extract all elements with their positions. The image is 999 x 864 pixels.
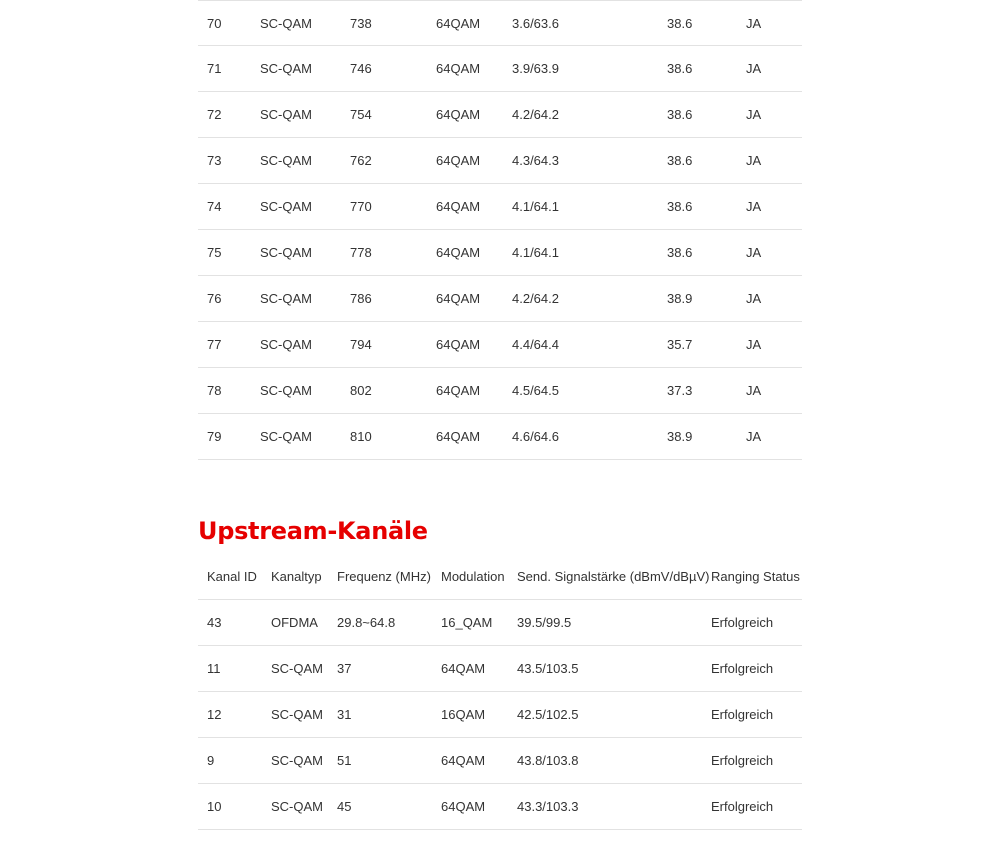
transmit-power-cell: 43.8/103.8	[517, 738, 711, 784]
modulation-cell: 64QAM	[436, 414, 512, 460]
downstream-table-row	[198, 322, 802, 368]
upstream-table-row	[198, 646, 802, 692]
channel-type-cell: SC-QAM	[260, 92, 350, 138]
downstream-table-row	[198, 414, 802, 460]
channel-type-cell: SC-QAM	[260, 46, 350, 92]
power-level-cell: 4.3/64.3	[512, 138, 667, 184]
downstream-table-row	[198, 276, 802, 322]
upstream-table-row	[198, 600, 802, 646]
upstream-column-header: Ranging Status	[711, 553, 802, 600]
channel-type-cell: OFDMA	[271, 600, 337, 646]
upstream-column-header: Kanal ID	[198, 553, 271, 600]
modulation-cell: 64QAM	[436, 46, 512, 92]
lock-status-cell: JA	[746, 138, 802, 184]
snr-cell: 38.6	[667, 92, 746, 138]
upstream-table-container	[198, 553, 802, 830]
lock-status-cell: JA	[746, 230, 802, 276]
channel-type-cell: SC-QAM	[271, 738, 337, 784]
channel-type-cell: SC-QAM	[260, 1, 350, 46]
snr-cell: 37.3	[667, 368, 746, 414]
power-level-cell: 4.6/64.6	[512, 414, 667, 460]
snr-cell: 38.6	[667, 138, 746, 184]
power-level-cell: 3.6/63.6	[512, 1, 667, 46]
ranging-status-cell: Erfolgreich	[711, 600, 802, 646]
channel-id-cell: 9	[198, 738, 271, 784]
frequency-cell: 786	[350, 276, 436, 322]
modulation-cell: 64QAM	[436, 230, 512, 276]
modulation-cell: 64QAM	[441, 738, 517, 784]
upstream-column-header: Kanaltyp	[271, 553, 337, 600]
modulation-cell: 16_QAM	[441, 600, 517, 646]
power-level-cell: 4.4/64.4	[512, 322, 667, 368]
channel-id-cell: 70	[198, 1, 260, 46]
frequency-cell: 770	[350, 184, 436, 230]
power-level-cell: 4.2/64.2	[512, 276, 667, 322]
downstream-table-container	[198, 0, 802, 460]
channel-type-cell: SC-QAM	[260, 368, 350, 414]
channel-type-cell: SC-QAM	[260, 322, 350, 368]
downstream-table-row	[198, 138, 802, 184]
frequency-cell: 794	[350, 322, 436, 368]
power-level-cell: 4.1/64.1	[512, 230, 667, 276]
channel-id-cell: 10	[198, 784, 271, 830]
snr-cell: 38.9	[667, 414, 746, 460]
ranging-status-cell: Erfolgreich	[711, 646, 802, 692]
channel-type-cell: SC-QAM	[260, 414, 350, 460]
lock-status-cell: JA	[746, 1, 802, 46]
frequency-cell: 51	[337, 738, 441, 784]
lock-status-cell: JA	[746, 368, 802, 414]
upstream-column-header: Send. Signalstärke (dBmV/dBµV)	[517, 553, 711, 600]
snr-cell: 38.6	[667, 184, 746, 230]
downstream-table-body	[198, 1, 802, 460]
channel-type-cell: SC-QAM	[260, 230, 350, 276]
downstream-table-row	[198, 1, 802, 46]
frequency-cell: 802	[350, 368, 436, 414]
modulation-cell: 64QAM	[441, 646, 517, 692]
upstream-table-row	[198, 784, 802, 830]
transmit-power-cell: 39.5/99.5	[517, 600, 711, 646]
modulation-cell: 64QAM	[436, 92, 512, 138]
channel-type-cell: SC-QAM	[271, 692, 337, 738]
upstream-table-row	[198, 692, 802, 738]
power-level-cell: 4.2/64.2	[512, 92, 667, 138]
frequency-cell: 738	[350, 1, 436, 46]
channel-type-cell: SC-QAM	[260, 138, 350, 184]
modulation-cell: 64QAM	[436, 368, 512, 414]
power-level-cell: 4.5/64.5	[512, 368, 667, 414]
snr-cell: 38.6	[667, 230, 746, 276]
modulation-cell: 64QAM	[441, 784, 517, 830]
power-level-cell: 4.1/64.1	[512, 184, 667, 230]
ranging-status-cell: Erfolgreich	[711, 784, 802, 830]
upstream-column-header: Modulation	[441, 553, 517, 600]
upstream-column-header: Frequenz (MHz)	[337, 553, 441, 600]
downstream-table-row	[198, 368, 802, 414]
modulation-cell: 64QAM	[436, 138, 512, 184]
downstream-table-row	[198, 46, 802, 92]
frequency-cell: 778	[350, 230, 436, 276]
frequency-cell: 746	[350, 46, 436, 92]
channel-type-cell: SC-QAM	[271, 646, 337, 692]
snr-cell: 38.6	[667, 1, 746, 46]
lock-status-cell: JA	[746, 184, 802, 230]
upstream-table	[198, 553, 802, 830]
ranging-status-cell: Erfolgreich	[711, 692, 802, 738]
frequency-cell: 754	[350, 92, 436, 138]
modulation-cell: 64QAM	[436, 184, 512, 230]
channel-id-cell: 74	[198, 184, 260, 230]
modulation-cell: 64QAM	[436, 322, 512, 368]
downstream-table	[198, 0, 802, 460]
frequency-cell: 31	[337, 692, 441, 738]
snr-cell: 35.7	[667, 322, 746, 368]
channel-type-cell: SC-QAM	[260, 276, 350, 322]
channel-id-cell: 76	[198, 276, 260, 322]
power-level-cell: 3.9/63.9	[512, 46, 667, 92]
lock-status-cell: JA	[746, 46, 802, 92]
modulation-cell: 64QAM	[436, 276, 512, 322]
channel-type-cell: SC-QAM	[260, 184, 350, 230]
frequency-cell: 45	[337, 784, 441, 830]
modulation-cell: 16QAM	[441, 692, 517, 738]
frequency-cell: 762	[350, 138, 436, 184]
channel-id-cell: 12	[198, 692, 271, 738]
channel-id-cell: 77	[198, 322, 260, 368]
channel-id-cell: 78	[198, 368, 260, 414]
upstream-table-row	[198, 738, 802, 784]
lock-status-cell: JA	[746, 92, 802, 138]
downstream-table-row	[198, 184, 802, 230]
lock-status-cell: JA	[746, 276, 802, 322]
modulation-cell: 64QAM	[436, 1, 512, 46]
snr-cell: 38.9	[667, 276, 746, 322]
ranging-status-cell: Erfolgreich	[711, 738, 802, 784]
downstream-table-row	[198, 230, 802, 276]
channel-id-cell: 71	[198, 46, 260, 92]
frequency-cell: 37	[337, 646, 441, 692]
channel-id-cell: 72	[198, 92, 260, 138]
transmit-power-cell: 42.5/102.5	[517, 692, 711, 738]
channel-id-cell: 43	[198, 600, 271, 646]
transmit-power-cell: 43.5/103.5	[517, 646, 711, 692]
channel-id-cell: 11	[198, 646, 271, 692]
lock-status-cell: JA	[746, 414, 802, 460]
downstream-table-row	[198, 92, 802, 138]
frequency-cell: 29.8~64.8	[337, 600, 441, 646]
channel-id-cell: 73	[198, 138, 260, 184]
channel-id-cell: 79	[198, 414, 260, 460]
upstream-section-title: Upstream-Kanäle	[198, 517, 428, 545]
transmit-power-cell: 43.3/103.3	[517, 784, 711, 830]
channel-type-cell: SC-QAM	[271, 784, 337, 830]
lock-status-cell: JA	[746, 322, 802, 368]
snr-cell: 38.6	[667, 46, 746, 92]
upstream-table-header	[198, 553, 802, 600]
frequency-cell: 810	[350, 414, 436, 460]
upstream-table-body	[198, 600, 802, 830]
channel-id-cell: 75	[198, 230, 260, 276]
